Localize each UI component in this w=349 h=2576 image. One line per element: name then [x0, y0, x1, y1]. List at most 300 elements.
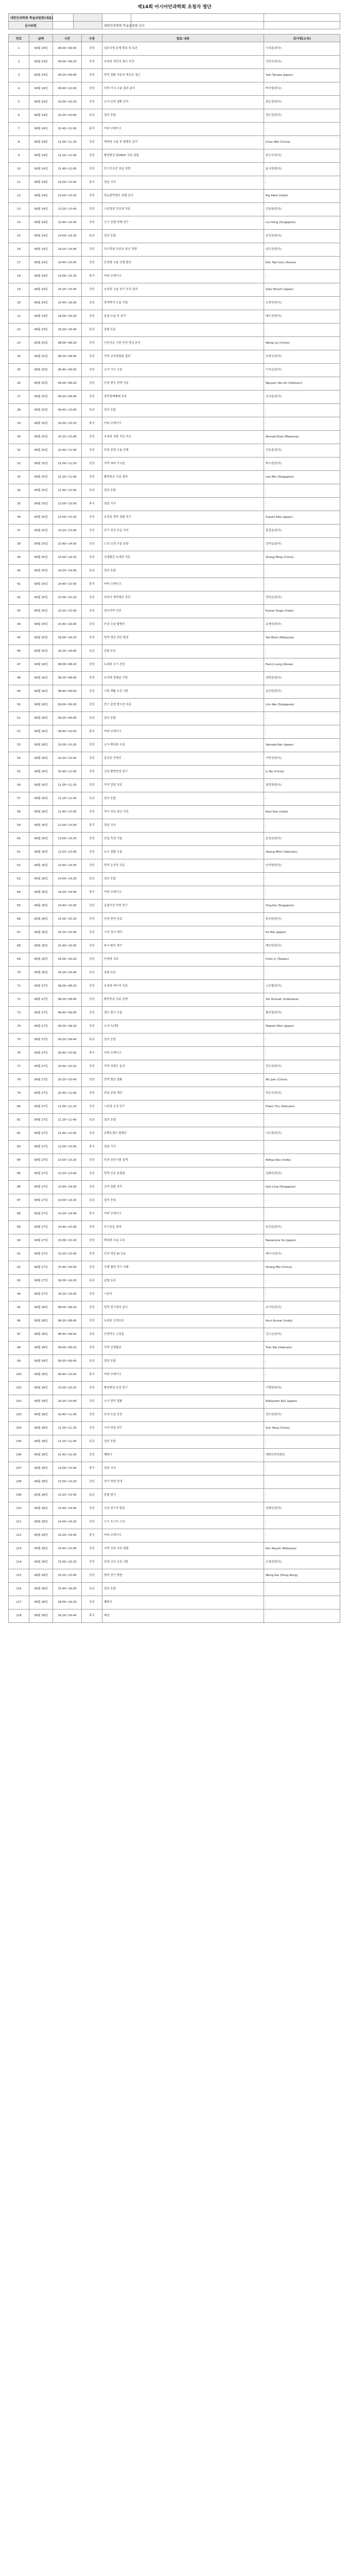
row-type: 강의 [82, 953, 102, 967]
row-speaker: - [264, 819, 340, 833]
row-number: 89 [9, 1221, 29, 1234]
row-speaker: - [264, 886, 340, 900]
row-number: 21 [9, 310, 29, 324]
row-date: 09월 27일 [29, 1194, 53, 1208]
table-row [9, 216, 340, 230]
row-topic: 안검 수술 합병증 [102, 618, 264, 632]
row-topic: 종합 토론 [102, 967, 264, 980]
page-title: 제14회 아시아안과학회 초청자 명단 [137, 5, 212, 10]
row-speaker: 배수지(한국) [264, 310, 340, 324]
row-time: 10:40~11:00 [53, 444, 82, 457]
row-topic: 질의 응답 [102, 565, 264, 578]
row-number: 82 [9, 1127, 29, 1141]
row-speaker: - [264, 565, 340, 578]
row-date: 09월 27일 [29, 1007, 53, 1020]
row-type: 토론 [82, 1033, 102, 1047]
row-date: 09월 27일 [29, 1181, 53, 1194]
table-row [9, 1248, 340, 1261]
row-type: 강의 [82, 457, 102, 471]
row-speaker: 박소연(한국) [264, 457, 340, 471]
row-number: 11 [9, 176, 29, 190]
row-topic: 망막 영상 진단 발전 [102, 632, 264, 645]
column-header: 날짜 [29, 35, 53, 42]
row-number: 99 [9, 1355, 29, 1368]
row-time: 14:40~15:00 [53, 1221, 82, 1234]
row-number: 106 [9, 1449, 29, 1462]
row-topic: 녹내장 신경보호 [102, 1315, 264, 1328]
row-topic: 안구 외상 응급 처치 [102, 524, 264, 538]
row-speaker: - [264, 712, 340, 725]
row-time: 14:20~14:40 [53, 565, 82, 578]
row-speaker: - [264, 123, 340, 136]
row-speaker: - [264, 1596, 340, 1609]
row-speaker: - [264, 1047, 340, 1060]
row-number: 16 [9, 243, 29, 257]
row-number: 84 [9, 1154, 29, 1167]
row-date: 09월 27일 [29, 1234, 53, 1248]
row-topic: 커피 브레이크 [102, 1047, 264, 1060]
row-time: 14:40~15:00 [53, 900, 82, 913]
row-number: 17 [9, 257, 29, 270]
table-row [9, 524, 340, 538]
row-time: 14:40~15:00 [53, 257, 82, 270]
table-row [9, 1583, 340, 1596]
row-date: 09월 24일 [29, 42, 53, 56]
row-topic: 차기 학회 안내 [102, 1476, 264, 1489]
table-row [9, 1409, 340, 1422]
row-type: 토론 [82, 712, 102, 725]
row-type: 휴식 [82, 1368, 102, 1382]
row-speaker: 정우성(한국) [264, 109, 340, 123]
row-date: 09월 26일 [29, 766, 53, 779]
row-type: 강의 [82, 752, 102, 766]
row-date: 09월 26일 [29, 900, 53, 913]
row-type: 강의 [82, 1248, 102, 1261]
header-row-2 [9, 22, 340, 29]
row-type: 강의 [82, 391, 102, 404]
table-row [9, 243, 340, 257]
table-row [9, 1489, 340, 1502]
table-row [9, 1114, 340, 1127]
table-row [9, 1007, 340, 1020]
row-time: 09:00~09:20 [53, 377, 82, 391]
table-row [9, 752, 340, 766]
row-number: 117 [9, 1596, 29, 1609]
row-number: 56 [9, 779, 29, 792]
row-number: 92 [9, 1261, 29, 1275]
row-time: 09:40~10:00 [53, 82, 82, 96]
row-speaker: Chen Wei (China) [264, 136, 340, 149]
row-number: 83 [9, 1141, 29, 1154]
row-time: 13:00~13:20 [53, 511, 82, 524]
row-number: 105 [9, 1435, 29, 1449]
table-row [9, 685, 340, 699]
row-date: 09월 28일 [29, 1569, 53, 1583]
row-type: 강의 [82, 511, 102, 524]
row-topic: 누도 질환 수술 [102, 846, 264, 859]
row-time: 08:00~09:00 [53, 42, 82, 56]
row-topic: 폐회사 [102, 1449, 264, 1462]
row-time: 15:00~15:20 [53, 1556, 82, 1569]
row-number: 116 [9, 1583, 29, 1596]
row-topic: 종합 토론 [102, 1275, 264, 1288]
row-topic: 질의 응답 [102, 1114, 264, 1127]
table-row [9, 1435, 340, 1449]
row-speaker: - [264, 1141, 340, 1154]
row-speaker: 류승완(한국) [264, 913, 340, 926]
table-row [9, 725, 340, 739]
row-topic: 질의 응답 [102, 230, 264, 243]
row-speaker: Aditya Rao (India) [264, 1154, 340, 1167]
header-cell [102, 14, 131, 22]
row-speaker: Ito Mai (Japan) [264, 926, 340, 940]
row-number: 12 [9, 190, 29, 203]
row-number: 38 [9, 538, 29, 551]
row-number: 10 [9, 163, 29, 176]
row-date: 09월 27일 [29, 1248, 53, 1261]
row-speaker: - [264, 484, 340, 498]
row-time: 09:00~09:20 [53, 699, 82, 712]
row-type: 휴식 [82, 498, 102, 511]
row-topic: 미숙아 망막병증 관리 [102, 591, 264, 605]
row-speaker: - [264, 1208, 340, 1221]
row-number: 51 [9, 712, 29, 725]
table-row [9, 632, 340, 645]
row-type: 강의 [82, 1087, 102, 1100]
row-date: 09월 28일 [29, 1476, 53, 1489]
table-row [9, 551, 340, 565]
row-topic: 점심 식사 [102, 498, 264, 511]
table-row [9, 940, 340, 953]
row-topic: 시상식 [102, 1288, 264, 1301]
row-number: 107 [9, 1462, 29, 1476]
row-time: 16:20~16:40 [53, 645, 82, 658]
row-date: 09월 27일 [29, 1074, 53, 1087]
row-topic: 소아 백내장 수술 [102, 739, 264, 752]
row-number: 65 [9, 900, 29, 913]
row-date: 09월 28일 [29, 1583, 53, 1596]
table-row [9, 645, 340, 658]
row-number: 66 [9, 913, 29, 926]
row-type: 강의 [82, 940, 102, 953]
row-speaker: 유아인(한국) [264, 1301, 340, 1315]
row-date: 09월 27일 [29, 1114, 53, 1127]
row-topic: 심포지엄 주제 발표 및 토론 [102, 42, 264, 56]
row-topic: 렌즈 탈구 수술 [102, 1007, 264, 1020]
row-time: 10:00~10:20 [53, 1382, 82, 1395]
row-type: 강의 [82, 699, 102, 712]
row-time: 10:20~10:40 [53, 1074, 82, 1087]
row-topic: 안과 교육 프로그램 [102, 1556, 264, 1569]
header-cell [264, 22, 340, 29]
row-speaker: Yamada Ken (Japan) [264, 739, 340, 752]
row-time: 12:00~13:00 [53, 1141, 82, 1154]
row-speaker: - [264, 1288, 340, 1301]
row-time: 09:20~09:40 [53, 1033, 82, 1047]
row-topic: 안와 종양 수술 증례 [102, 444, 264, 457]
table-body [9, 42, 340, 1623]
row-date: 09월 25일 [29, 498, 53, 511]
row-type: 강의 [82, 739, 102, 752]
row-topic: 망막 전기생리 검사 [102, 1301, 264, 1315]
row-number: 36 [9, 511, 29, 524]
row-date: 09월 24일 [29, 297, 53, 310]
table-row [9, 1529, 340, 1543]
row-number: 80 [9, 1100, 29, 1114]
row-time: 15:20~15:40 [53, 283, 82, 297]
row-type: 강의 [82, 216, 102, 230]
row-topic: 안과 원격 진료 [102, 913, 264, 926]
row-number: 91 [9, 1248, 29, 1261]
row-speaker: Zhang Ming (China) [264, 551, 340, 565]
table-row [9, 484, 340, 498]
row-speaker: - [264, 417, 340, 431]
row-speaker: 배두나(한국) [264, 1248, 340, 1261]
row-type: 토론 [82, 109, 102, 123]
row-date: 09월 25일 [29, 511, 53, 524]
row-speaker: - [264, 967, 340, 980]
row-type: 토론 [82, 565, 102, 578]
row-type: 토론 [82, 484, 102, 498]
row-date: 09월 24일 [29, 257, 53, 270]
row-number: 46 [9, 645, 29, 658]
row-speaker: Hoang Minh (Vietnam) [264, 846, 340, 859]
row-date: 09월 25일 [29, 565, 53, 578]
row-type: 강의 [82, 833, 102, 846]
row-type: 강의 [82, 297, 102, 310]
row-time: 11:20~11:40 [53, 149, 82, 163]
row-type: 강의 [82, 96, 102, 109]
row-type: 강의 [82, 471, 102, 484]
table-row [9, 1167, 340, 1181]
table-row [9, 431, 340, 444]
row-time: 11:40~12:00 [53, 1127, 82, 1141]
row-date: 09월 25일 [29, 645, 53, 658]
header-cell [264, 14, 340, 22]
row-time: 09:00~09:20 [53, 1020, 82, 1033]
table-row [9, 176, 340, 190]
row-topic: 녹내장 레이저 치료 [102, 980, 264, 993]
row-time: 12:00~13:00 [53, 498, 82, 511]
row-number: 88 [9, 1208, 29, 1221]
row-topic: 각막 내피 이식술 [102, 457, 264, 471]
row-type: 강의 [82, 900, 102, 913]
row-date: 09월 26일 [29, 712, 53, 725]
table-row [9, 230, 340, 243]
row-speaker: - [264, 1114, 340, 1127]
row-topic: 망막정맥폐쇄 치료 [102, 391, 264, 404]
row-time: 16:00~16:20 [53, 310, 82, 324]
row-time: 10:00~10:20 [53, 417, 82, 431]
row-type: 토론 [82, 1114, 102, 1127]
row-speaker: - [264, 1609, 340, 1623]
table-row [9, 417, 340, 431]
row-time: 11:40~12:00 [53, 484, 82, 498]
row-topic: 질의 응답 [102, 1583, 264, 1596]
row-number: 109 [9, 1489, 29, 1502]
row-speaker: 정해인(한국) [264, 1502, 340, 1516]
row-date: 09월 24일 [29, 96, 53, 109]
header-cell [131, 14, 264, 22]
row-type: 강의 [82, 672, 102, 685]
table-row [9, 873, 340, 886]
row-date: 09월 27일 [29, 1261, 53, 1275]
row-speaker: - [264, 1368, 340, 1382]
row-speaker: 홍길동(한국) [264, 524, 340, 538]
row-number: 74 [9, 1020, 29, 1033]
row-speaker: Sato Hiroshi (Japan) [264, 283, 340, 297]
row-topic: 지역 안과 의료 현황 [102, 1543, 264, 1556]
table-row [9, 270, 340, 283]
row-speaker: Sun Yang (China) [264, 1422, 340, 1435]
row-number: 53 [9, 739, 29, 752]
row-number: 113 [9, 1543, 29, 1556]
row-topic: 황반원공 수술 결과 [102, 471, 264, 484]
row-date: 09월 25일 [29, 431, 53, 444]
header-cell: 대한안과학회 학술위원회(대표) [9, 14, 53, 22]
row-topic: 시신경 손상 연구 [102, 1100, 264, 1114]
row-number: 50 [9, 699, 29, 712]
table-row [9, 1355, 340, 1368]
table-row [9, 1502, 340, 1516]
row-time: 14:20~14:40 [53, 886, 82, 900]
column-header: 번호 [9, 35, 29, 42]
row-speaker: - [264, 176, 340, 190]
row-speaker: 장민혁(한국) [264, 779, 340, 792]
row-speaker: 신동훈(한국) [264, 444, 340, 457]
table-row [9, 82, 340, 96]
row-speaker: 강동원(한국) [264, 203, 340, 216]
row-topic: 백내장 수술 후 합병증 관리 [102, 136, 264, 149]
row-number: 94 [9, 1288, 29, 1301]
row-topic: 각막 이식 수술 결과 분석 [102, 82, 264, 96]
row-time: 13:40~14:00 [53, 859, 82, 873]
row-number: 101 [9, 1382, 29, 1395]
row-number: 69 [9, 953, 29, 967]
row-topic: 녹내장 조기 진단 [102, 658, 264, 672]
row-speaker: 오현석(한국) [264, 297, 340, 310]
table-row [9, 1154, 340, 1167]
row-type: 토론 [82, 404, 102, 417]
row-speaker: - [264, 1355, 340, 1368]
table-row [9, 283, 340, 297]
header-cell [131, 22, 264, 29]
row-time: 09:20~09:40 [53, 712, 82, 725]
row-speaker: Wong Kar (Hong Kong) [264, 1569, 340, 1583]
header-cell [53, 14, 74, 22]
row-date: 09월 25일 [29, 551, 53, 565]
row-number: 19 [9, 283, 29, 297]
row-speaker: - [264, 1516, 340, 1529]
row-number: 7 [9, 123, 29, 136]
table-row [9, 444, 340, 457]
row-type: 강의 [82, 203, 102, 216]
table-row [9, 190, 340, 203]
row-speaker: 임수진(한국) [264, 243, 340, 257]
row-time: 13:40~14:00 [53, 538, 82, 551]
row-date: 09월 24일 [29, 283, 53, 297]
row-date: 09월 25일 [29, 404, 53, 417]
row-speaker: Siti Aminah (Indonesia) [264, 993, 340, 1007]
row-number: 2 [9, 56, 29, 69]
row-time: 11:00~11:20 [53, 1100, 82, 1114]
row-number: 96 [9, 1315, 29, 1328]
table-row [9, 658, 340, 672]
header-cell [74, 14, 102, 22]
row-number: 49 [9, 685, 29, 699]
row-number: 60 [9, 833, 29, 846]
table-row [9, 578, 340, 591]
row-number: 25 [9, 364, 29, 377]
row-date: 09월 28일 [29, 1422, 53, 1435]
row-number: 57 [9, 792, 29, 806]
row-topic: 해산 [102, 1609, 264, 1623]
row-type: 강의 [82, 1422, 102, 1435]
row-speaker: Tan Boon (Malaysia) [264, 632, 340, 645]
row-type: 강의 [82, 1060, 102, 1074]
row-speaker: Takeshi Mori (Japan) [264, 1020, 340, 1033]
row-speaker: Tran Hai (Vietnam) [264, 1342, 340, 1355]
row-time: 13:00~13:20 [53, 833, 82, 846]
table-row [9, 953, 340, 967]
row-number: 40 [9, 565, 29, 578]
row-type: 강의 [82, 1516, 102, 1529]
column-header: 발표 내용 [102, 35, 264, 42]
row-speaker: 안지현(한국) [264, 859, 340, 873]
row-number: 47 [9, 658, 29, 672]
row-speaker: - [264, 270, 340, 283]
row-time: 11:40~12:00 [53, 1449, 82, 1462]
table-row [9, 1221, 340, 1234]
row-time: 15:00~15:20 [53, 1234, 82, 1248]
row-topic: 공막 질환 관리 [102, 1181, 264, 1194]
row-type: 강의 [82, 1154, 102, 1167]
row-topic: 커피 브레이크 [102, 886, 264, 900]
row-type: 강의 [82, 1020, 102, 1033]
row-time: 09:40~10:00 [53, 1047, 82, 1060]
row-time: 12:00~13:00 [53, 176, 82, 190]
row-topic: 망막 유전자 치료 [102, 859, 264, 873]
row-type: 토론 [82, 1194, 102, 1208]
row-type: 강의 [82, 149, 102, 163]
row-number: 87 [9, 1194, 29, 1208]
row-type: 휴식 [82, 176, 102, 190]
row-topic: 소아 사시 수술 [102, 364, 264, 377]
row-time: 08:00~08:20 [53, 1301, 82, 1315]
schedule-table [8, 34, 340, 1623]
row-time: 09:20~09:40 [53, 1355, 82, 1368]
row-date: 09월 25일 [29, 632, 53, 645]
row-type: 휴식 [82, 1609, 102, 1623]
row-type: 휴식 [82, 1047, 102, 1060]
row-type: 휴식 [82, 417, 102, 431]
row-speaker: Pham Thu (Vietnam) [264, 1100, 340, 1114]
row-topic: 질의 응답 [102, 404, 264, 417]
row-topic: 질의 응답 [102, 712, 264, 725]
row-time: 10:40~11:00 [53, 1087, 82, 1100]
row-number: 52 [9, 725, 29, 739]
row-time: 08:40~09:00 [53, 364, 82, 377]
row-topic: 갑상선 안병증 [102, 752, 264, 766]
table-row [9, 712, 340, 725]
row-type: 강의 [82, 605, 102, 618]
row-number: 30 [9, 431, 29, 444]
table-row [9, 618, 340, 632]
row-topic: 질의 응답 [102, 873, 264, 886]
row-type: 강의 [82, 163, 102, 176]
row-topic: 시각 피질 연구 [102, 1422, 264, 1435]
row-topic: 각막 감염 치료 [102, 779, 264, 792]
